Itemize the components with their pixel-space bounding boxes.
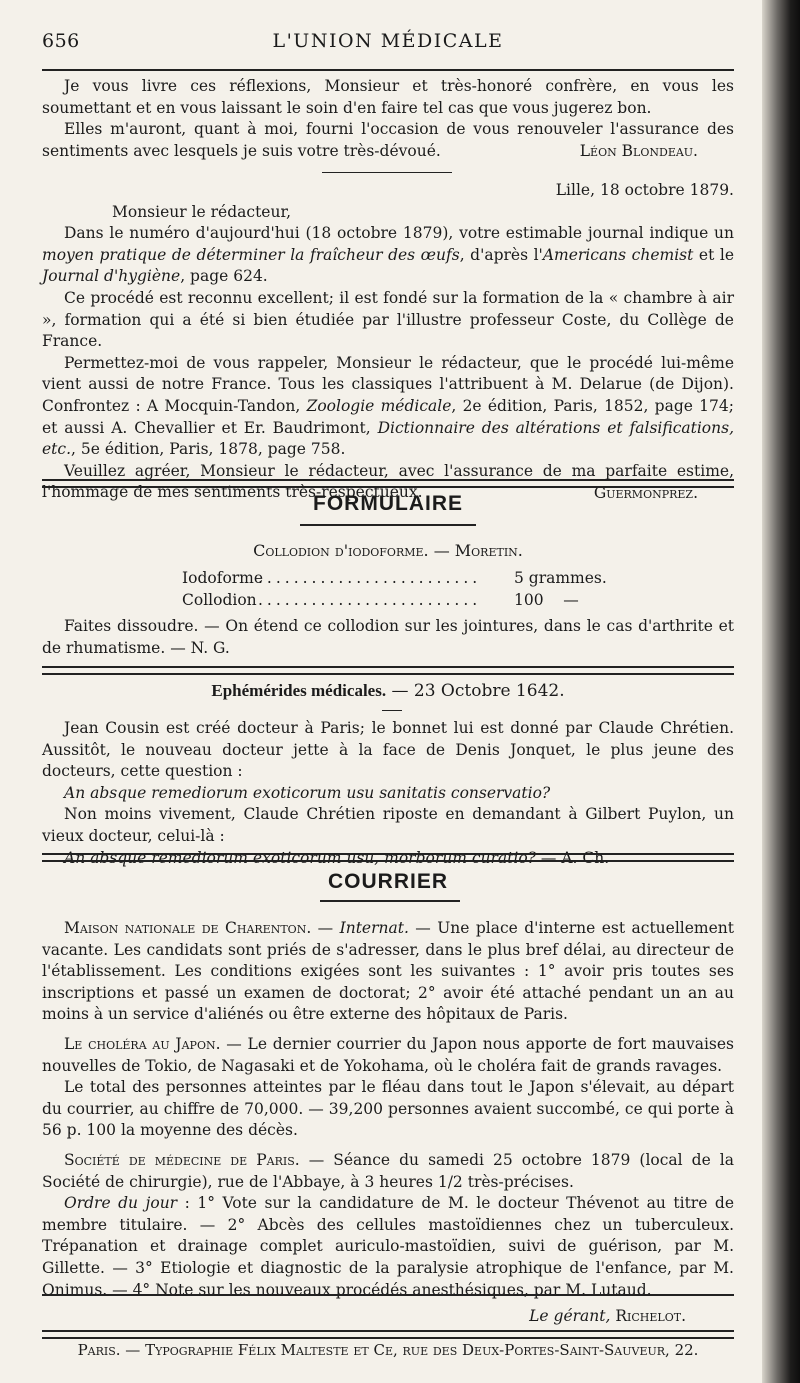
formulaire-text: Faites dissoudre. — On étend ce collodion sur les jointures, dans le cas d'arthrite et de rhumatisme. — N. G. [42,617,734,657]
letter-1-signature: Léon Blondeau. [579,142,698,161]
gerant-line [42,1306,734,1328]
courrier-title: COURRIER [327,870,448,893]
courrier-rule-top [42,853,734,862]
formulaire-title: FORMULAIRE [313,492,463,515]
ingredient-qty: 100 — [514,591,579,609]
recipe-title: Collodion d'iodoforme. — Moretin. [253,541,523,560]
leader-dots: ......................... [258,591,482,609]
ephemerides-heading [42,680,734,703]
page-number: 656 [42,30,80,52]
cholera-item: Le choléra au Japon. — Le dernier courrier du Japon nous apporte de fort mauvaises nouvelles de Tokio, de Nagasaki et de Yokohama, où le choléra fait de grands ravages. [42,1034,734,1075]
ephemerides-title: Ephémérides médicales. [211,681,387,700]
formulaire-rule-top [42,479,734,488]
running-title: L'UNION MÉDICALE [272,30,504,52]
letter-2-salutation: Monsieur le rédacteur, [112,202,292,221]
ephemerides-body [42,718,734,869]
letter-1-para-1: Je vous livre ces réflexions, Monsieur et très-honoré confrère, en vous les soumettant et en vous laissant le soin d'en faire tel cas que vous jugerez bon. [42,77,734,117]
letter-2-para-3: Permettez-moi de vous rappeler, Monsieur le rédacteur, que le procédé lui-même vient aussi de notre France. Tous les classiques l'attribuent à M. Delarue (de Dijon). Confrontez : A Mocquin-Tandon, Zoologie médicale, 2e édition, Paris, 1852, page 174; et aussi A. Chevallier et Er. Baudrimont, Dictionnaire des altérations et falsifications, etc., 5e édition, Paris, 1878, page 758. [42,353,734,459]
cholera-item-2: Le total des personnes atteintes par le fléau dans tout le Japon s'élevait, au départ du courrier, au chiffre de 70,000. — 39,200 personnes avaient succombé, ce qui porte à 56 p. 100 la moyenne des décès. [42,1078,734,1140]
letter-2 [42,180,734,505]
ephemerides-date: — 23 Octobre 1642. [386,681,565,701]
ordre-du-jour: Ordre du jour : 1° Vote sur la candidature de M. le docteur Thévenot au titre de membre titulaire. — 2° Abcès des cellules mastoïdiennes chez un tuberculeux. Trépanation et drainage complet auriculo-mastoïdien, suivi de guérison, par M. Gillette. — 3° Etiologie et diagnostic de la paralysie atrophique de l'enfance, par M. Onimus. — 4° Note sur les nouveaux procédés anesthésiques, par M. Lutaud. [42,1194,734,1299]
ephemerides-question-2: An absque remediorum exoticorum usu, morborum curatio? — A. Ch. [64,848,610,867]
letter-2-place-date: Lille, 18 octobre 1879. [555,181,734,199]
letter-2-para-4: Veuillez agréer, Monsieur le rédacteur, avec l'assurance de ma parfaite estime, l'hommage de mes sentiments très-respectueux. [42,461,734,502]
ingredient-row [182,567,622,589]
letter-2-para-1: Dans le numéro d'aujourd'hui (18 octobre 1879), votre estimable journal indique un moyen pratique de déterminer la fraîcheur des œufs, d'après l'Americans chemist et le Journal d'hygiène, page 624. [42,224,734,286]
letter-2-signature: Guermonprez. [593,483,698,502]
letter-1-para-2: Elles m'auront, quant à moi, fourni l'occasion de vous renouveler l'assurance des sentiments avec lesquels je suis votre très-dévoué. [42,120,734,160]
letter-2-para-2: Ce procédé est reconnu excellent; il est fondé sur la formation de la « chambre à air », formation qui a été si bien étudiée par l'illustre professeur Coste, du Collège de France. [42,288,734,351]
footer-rule [42,1294,734,1296]
courrier-body [42,918,734,1301]
ephemerides-question-1: An absque remediorum exoticorum usu sanitatis conservatio? [64,783,551,802]
ingredient-qty: 5 grammes. [514,569,607,587]
leader-dots: ......................... [258,569,482,587]
imprint-rule [42,1330,734,1339]
ephemerides-para-2: Non moins vivement, Claude Chrétien riposte en demandant à Gilbert Puylon, un vieux docteur, celui-là : [42,805,734,845]
ephemerides-dash [382,710,402,711]
ingredient-name: Collodion [182,591,257,609]
recipe-ingredients [182,567,622,611]
societe-item: Société de médecine de Paris. — Séance du samedi 25 octobre 1879 (local de la Société de chirurgie), rue de l'Abbaye, à 3 heures 1/2 très-précises. [42,1150,734,1191]
page-header [42,30,734,60]
formulaire-title-rule [300,524,476,526]
letter-1 [42,76,734,163]
letter-separator [322,172,452,173]
ephemerides-para-1: Jean Cousin est créé docteur à Paris; le bonnet lui est donné par Claude Chrétien. Aussitôt, le nouveau docteur jette à la face de Denis Jonquet, le plus jeune des docteurs, cette question : [42,719,734,781]
book-spine-shadow [762,0,800,1383]
imprint: Paris. — Typographie Félix Malteste et Ce, rue des Deux-Portes-Saint-Sauveur, 22. [77,1341,699,1359]
charenton-item: Maison nationale de Charenton. — Internat. — Une place d'interne est actuellement vacante. Les candidats sont priés de s'adresser, dans le plus bref délai, au directeur de l'établissement. Les conditions exigées sont les suivantes : 1° avoir pris toutes ses inscriptions et passé un examen de doctorat; 2° avoir été attaché pendant un an au moins à un service d'aliénés ou être externe des hôpitaux de Paris. [42,919,734,1024]
header-rule [42,69,734,71]
ephemerides-rule-top [42,666,734,675]
ingredient-row [182,589,622,611]
courrier-title-rule [320,900,460,902]
gerant-label: Le gérant, [529,1307,611,1325]
ingredient-name: Iodoforme [182,569,264,587]
formulaire-text-block [42,616,734,659]
gerant-name: Richelot. [610,1307,686,1325]
